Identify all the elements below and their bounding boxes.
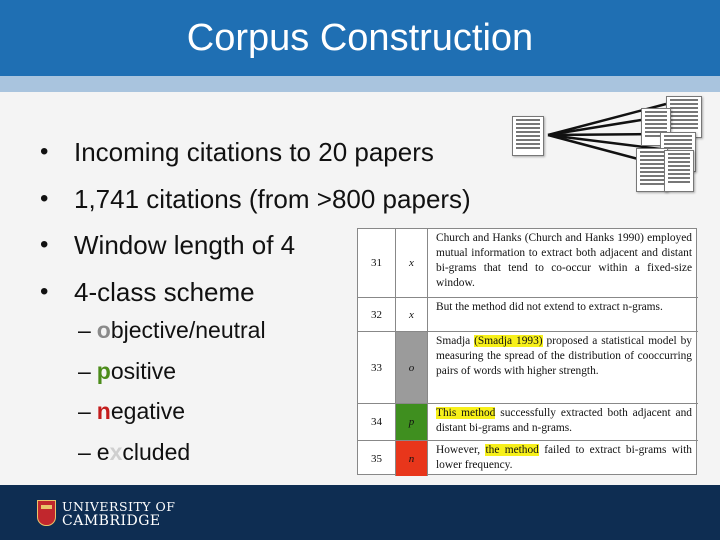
class-rest: bjective/neutral xyxy=(110,317,266,343)
sentence-number: 33 xyxy=(358,332,396,403)
table-row xyxy=(358,440,698,476)
sentence-text xyxy=(436,406,692,436)
class-rest: egative xyxy=(110,398,186,424)
highlighted-citation: (Smadja 1993) xyxy=(474,335,543,347)
logo-line: UNIVERSITY OF xyxy=(62,499,176,514)
slide-title: Corpus Construction xyxy=(186,16,534,59)
sentence-text xyxy=(436,334,692,379)
highlighted-citation: This method xyxy=(436,407,496,419)
table-row xyxy=(358,403,698,440)
sentence-number: 35 xyxy=(358,441,396,476)
sentence-text: Church and Hanks (Church and Hanks 1990) employed mutual information to extract both adjacent and distant bi-grams that tend to co-occur within a fixed-size window. xyxy=(436,232,692,289)
class-letter-mark: x xyxy=(109,438,123,465)
document-icon xyxy=(512,116,544,156)
logo-line: CAMBRIDGE xyxy=(62,513,161,529)
bullet-item: • Incoming citations to 20 papers xyxy=(40,135,471,182)
citation-example-table xyxy=(357,228,697,475)
sentence-number: 32 xyxy=(358,298,396,331)
dash: – xyxy=(78,317,91,343)
sentence-label: p xyxy=(396,404,428,440)
text-part: Smadja xyxy=(436,335,475,347)
sentence-label: x xyxy=(396,298,428,331)
class-letter: p xyxy=(96,357,111,384)
text-part: However, xyxy=(436,444,486,456)
dash: – xyxy=(78,438,91,465)
text-part: failed to extract bi-grams with lower frequency. xyxy=(436,444,692,471)
dash: – xyxy=(78,357,91,384)
sentence-text: But the method did not extend to extract n-grams. xyxy=(436,301,663,313)
highlighted-citation: the method xyxy=(485,444,539,456)
text-part: proposed a statistical model by measuring the spread of the distribution of cooccurring pairs of words with higher strength. xyxy=(436,335,692,377)
class-letter: o xyxy=(96,317,111,343)
bullet-item: • 4-class scheme xyxy=(40,275,471,322)
citation-link xyxy=(548,135,642,160)
class-letter: e xyxy=(96,438,110,465)
class-rest: cluded xyxy=(122,438,191,465)
dash: – xyxy=(78,398,91,424)
text-part: successfully extracted both adjacent and distant bi-grams and n-grams. xyxy=(436,407,692,434)
table-row xyxy=(358,229,698,297)
sentence-number: 31 xyxy=(358,229,396,297)
bullet-item: • Window length of 4 xyxy=(40,228,471,275)
sentence-text xyxy=(436,443,692,473)
class-letter: n xyxy=(96,398,111,424)
class-rest: ositive xyxy=(110,357,177,384)
sentence-label: o xyxy=(396,332,428,403)
university-logo xyxy=(62,500,175,528)
university-crest-icon xyxy=(37,500,56,526)
bullet-item: • 1,741 citations (from >800 papers) xyxy=(40,182,471,229)
sentence-label: x xyxy=(396,229,428,297)
document-icon xyxy=(664,150,694,192)
table-row xyxy=(358,331,698,403)
sentence-label: n xyxy=(396,441,428,476)
sentence-number: 34 xyxy=(358,404,396,440)
table-row xyxy=(358,297,698,331)
